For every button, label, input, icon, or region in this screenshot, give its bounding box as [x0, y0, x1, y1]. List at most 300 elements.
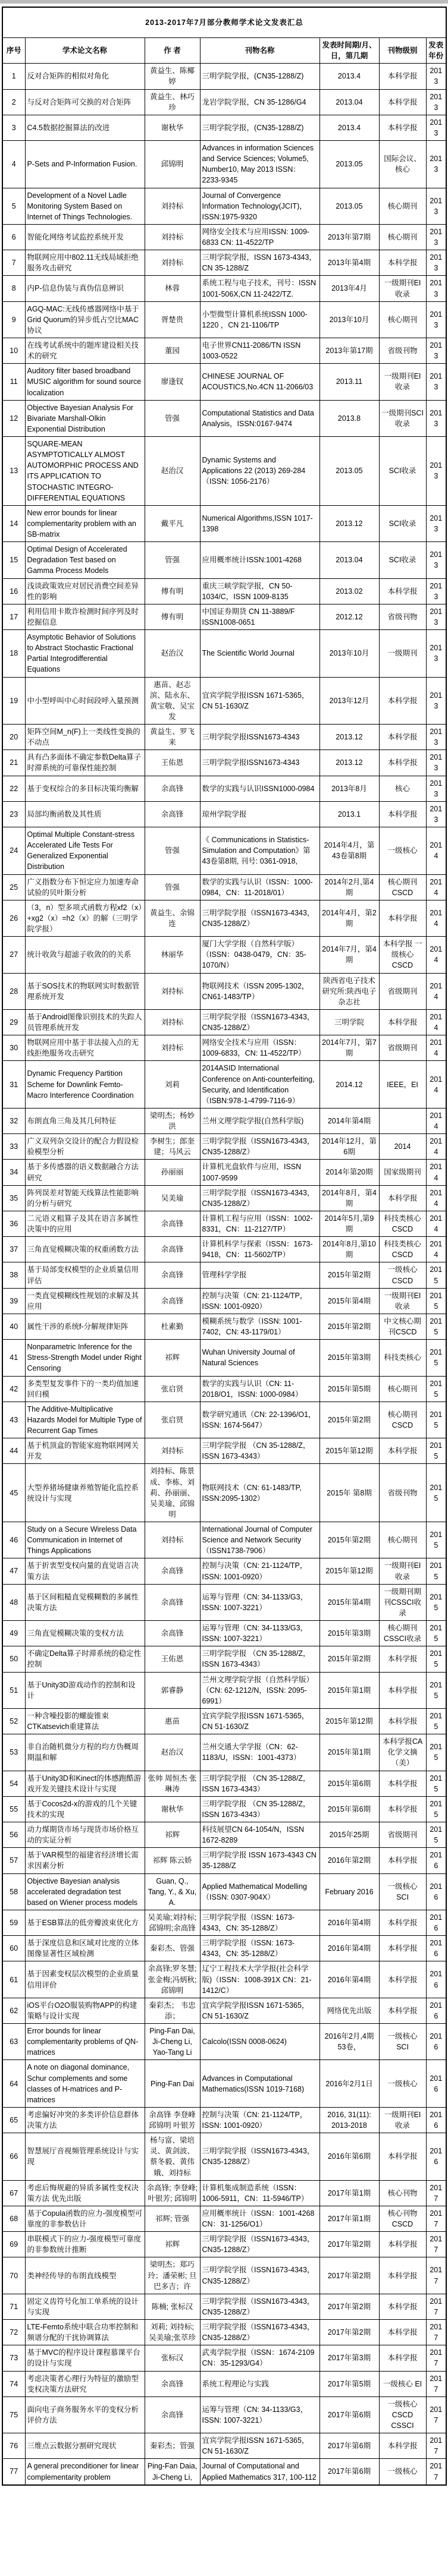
cell-no: 43 — [2, 1402, 25, 1438]
cell-no: 66 — [2, 2133, 25, 2181]
cell-authors: 陈楠; 张标汉 — [145, 2294, 200, 2319]
cell-authors: 杜素勤 — [145, 1314, 200, 1339]
cell-date: 2013.05 — [319, 188, 379, 224]
cell-journal: Journal of Convergence Information Technology(JCIT)，ISSN:1975-9320 — [200, 188, 319, 224]
table-row — [2, 2257, 446, 2294]
cell-journal: 三明学院学报 ISSN 1673-4343 CN 35-1288/Z — [200, 1848, 319, 1873]
cell-year: 2017 — [426, 2371, 446, 2397]
cell-journal: 运筹与管理（CN: 34-1133/G3，ISSN: 1007-3221） — [200, 1621, 319, 1646]
cell-level: 核心期刊 — [379, 301, 426, 338]
cell-level: 省级期刊 — [379, 1035, 426, 1061]
cell-journal: 三明学院学报 （CN 35-1288/Z，ISSN 1673-4343） — [200, 1796, 319, 1822]
cell-year: 2014 — [426, 973, 446, 1009]
table-row — [2, 1185, 446, 1211]
cell-level: 本科学报 — [379, 1646, 426, 1672]
cell-level: 本科学报 — [379, 750, 426, 776]
cell-authors: 刘持标 — [145, 224, 200, 250]
cell-date: 2015年第3期 — [319, 1621, 379, 1646]
cell-journal: 电子世界CN11-2086/TN ISSN 1003-0522 — [200, 338, 319, 364]
cell-year: 2017 — [426, 2180, 446, 2206]
cell-no: 67 — [2, 2180, 25, 2206]
table-row — [2, 437, 446, 506]
cell-year: 2013 — [426, 578, 446, 604]
cell-authors: 刘持标 — [145, 250, 200, 276]
cell-date: 2016年2月,4期 53卷， — [319, 2024, 379, 2060]
table-row — [2, 188, 446, 224]
cell-date: 2013.8 — [319, 400, 379, 436]
cell-title: 基于Cocos2d-x的游戏的几个关键技术的实现 — [25, 1796, 145, 1822]
cell-no: 16 — [2, 578, 25, 604]
cell-level: 本科学报 — [379, 2232, 426, 2257]
cell-title: 不确定Delta算子时滞系统的稳定性控制 — [25, 1646, 145, 1672]
cell-date: 2013.05 — [319, 141, 379, 188]
cell-date: 2017年第2期 — [319, 2320, 379, 2345]
cell-title: 布朗直角三角及其几何特征 — [25, 1108, 145, 1133]
cell-no: 64 — [2, 2060, 25, 2108]
cell-year: 2016 — [426, 2133, 446, 2181]
cell-authors: 祁辉 — [145, 2232, 200, 2257]
cell-title: 物联网应用中基于非法接入点的无线拒绝服务攻击研究 — [25, 1035, 145, 1061]
window-top-strip — [0, 0, 448, 4]
cell-date: 2013年第17期 — [319, 338, 379, 364]
table-row — [2, 250, 446, 276]
cell-title: 基于Unity3D游戏动作的控制和设计 — [25, 1672, 145, 1708]
cell-authors: 刘持标 — [145, 1522, 200, 1558]
cell-date: 2013年12月 — [319, 677, 379, 725]
cell-level: 国际会议、核心 — [379, 141, 426, 188]
cell-title: Development of a Novel Ladle Monitoring System Based on Internet of Things Technologies. — [25, 188, 145, 224]
table-row — [2, 2294, 446, 2319]
table-row — [2, 141, 446, 188]
cell-title: The Additive-Multiplicative Hazards Model for Multiple Type of Recurrent Gap Times — [25, 1402, 145, 1438]
cell-year: 2013 — [426, 542, 446, 578]
cell-journal: 三明学院学报（ISSN1673-4343，CN35-1288/Z） — [200, 2232, 319, 2257]
cell-title: SQUARE-MEAN ASYMPTOTICALLY ALMOST AUTOMORPHIC PROCESS AND ITS APPLICATION TO STOCHASTIC INTEGRO-DIFFERENTIAL EQUATIONS — [25, 437, 145, 506]
cell-authors: 余高锋 — [145, 1621, 200, 1646]
cell-level: 省级刊物 — [379, 604, 426, 629]
cell-journal: CHINESE JOURNAL OF ACOUSTICS,No.4CN 11-2066/03 — [200, 364, 319, 400]
cell-journal: Applied Mathematical Modelling（ISSN: 0307-904X） — [200, 1873, 319, 1910]
cell-title: 智慧展厅音视频管理系统设计与实现 — [25, 2133, 145, 2181]
cell-journal: 琼州学院学报 — [200, 801, 319, 827]
cell-date: 2015年第12期 — [319, 1558, 379, 1584]
table-row — [2, 2397, 446, 2433]
cell-journal: 三明学院学报（ISSN1673-4343，CN35-1288/Z） — [200, 2294, 319, 2319]
cell-title: LTE-Femto系统中联合功率控制和频谱分配的干扰协调算法 — [25, 2320, 145, 2345]
cell-authors: 张启贤 — [145, 1376, 200, 1402]
cell-date: 2014年7月，第7期 — [319, 1035, 379, 1061]
cell-date: 2016年第4期 — [319, 1910, 379, 1935]
table-row — [2, 973, 446, 1009]
cell-journal: Dynamic Systems and Applications 22 (2013) 269-284（ISSN: 1056-2176） — [200, 437, 319, 506]
cell-date: 2013年第4期 — [319, 250, 379, 276]
cell-date: 2015年第1期 — [319, 1734, 379, 1771]
cell-date: 2013.04 — [319, 542, 379, 578]
cell-level: 一级核心 CSCD — [379, 1262, 426, 1288]
cell-journal: 数学的实践与认识（ISSN：1000-0984，CN：11-2018/01） — [200, 874, 319, 900]
cell-no: 22 — [2, 776, 25, 801]
cell-year: 2016 — [426, 2107, 446, 2133]
cell-no: 4 — [2, 141, 25, 188]
cell-year: 2015 — [426, 1796, 446, 1822]
cell-level: 本科学报 — [379, 115, 426, 140]
cell-journal: 三明学院学报（ISSN1673-4343，CN35-1288/Z） — [200, 1009, 319, 1035]
cell-date: 三明学院 — [319, 1009, 379, 1035]
cell-title: 考虑偏好冲突的多类评价信息群体决策方法 — [25, 2107, 145, 2133]
cell-date: 2014年12月，第6期 — [319, 1134, 379, 1160]
cell-level: 本科学报 — [379, 2257, 426, 2294]
cell-title: 类神经传导的布朗直线模型 — [25, 2257, 145, 2294]
cell-title: 三角直觉模糊决策的权重函数方法 — [25, 1237, 145, 1262]
cell-year: 2015 — [426, 1402, 446, 1438]
table-row — [2, 1288, 446, 1314]
cell-journal: 应用概率统计（ISSN：1001-4268 CN：31-1256/O1） — [200, 2206, 319, 2231]
table-row — [2, 1910, 446, 1935]
cell-authors: 廖逢钗 — [145, 364, 200, 400]
cell-title: Auditory filter based broadband MUSIC algorithm for sound source localization — [25, 364, 145, 400]
cell-title: 基于VAR模型的福建省经济增长需求因素分析 — [25, 1848, 145, 1873]
cell-date: 2013.4 — [319, 115, 379, 140]
cell-year: 2013 — [426, 115, 446, 140]
cell-journal: 网络安全技术与应用ISSN: 1009-6833 CN: 11-4522/TP — [200, 224, 319, 250]
cell-year: 2013 — [426, 250, 446, 276]
cell-authors: 惠苗、赵志滨、陆永东、黄宝敬、吴宝发 — [145, 677, 200, 725]
cell-journal: International Journal of Computer Science and Network Security（ISSN1738-7906） — [200, 1522, 319, 1558]
cell-date: 网络优先出版 — [319, 1998, 379, 2023]
cell-level: 本科学报 — [379, 1998, 426, 2023]
cell-authors: 余高锋 — [145, 2371, 200, 2397]
cell-authors: 余高锋 — [145, 1237, 200, 1262]
cell-title: 固定义齿符号化加工单系统的设计与实现 — [25, 2294, 145, 2319]
cell-date: 2015年第6期 — [319, 1771, 379, 1796]
cell-year: 2014 — [426, 1035, 446, 1061]
cell-year: 2014 — [426, 1061, 446, 1109]
table-row — [2, 364, 446, 400]
cell-journal: 三明学院学报（ISSN1673-4343，CN35-1288/Z） — [200, 1185, 319, 1211]
cell-no: 3 — [2, 115, 25, 140]
cell-authors: 管强 — [145, 874, 200, 900]
cell-journal: 控制与决策（CN: 21-1124/TP，ISSN: 1001-0920） — [200, 1558, 319, 1584]
table-row — [2, 1108, 446, 1133]
cell-authors: 管强 — [145, 827, 200, 875]
cell-year: 2015 — [426, 1464, 446, 1522]
table-row — [2, 1522, 446, 1558]
cell-authors: 刘持标 — [145, 1438, 200, 1464]
cell-title: A note on diagonal dominance, Schur complements and some classes of H-matrices and P-matrices — [25, 2060, 145, 2108]
cell-level: 本科学报 — [379, 1672, 426, 1708]
cell-title: 统计收敛与超滤子收敛的的关系 — [25, 937, 145, 973]
cell-no: 29 — [2, 1009, 25, 1035]
cell-date: 2013年8月 — [319, 776, 379, 801]
cell-no: 40 — [2, 1314, 25, 1339]
cell-no: 57 — [2, 1848, 25, 1873]
cell-no: 70 — [2, 2257, 25, 2294]
cell-authors: 赵治汉 — [145, 630, 200, 678]
cell-year: 2016 — [426, 2060, 446, 2108]
cell-journal: 厦门大学学报（自然科学版）（ISSN：0438-0479，CN：35-1070/N） — [200, 937, 319, 973]
cell-date: 2015年第5期 — [319, 1376, 379, 1402]
cell-level: 本科学报 — [379, 677, 426, 725]
table-row — [2, 1796, 446, 1822]
column-header-year: 发表年份 — [426, 38, 446, 64]
cell-authors: 余高锋 — [145, 1288, 200, 1314]
cell-date: 2015年第2期 — [319, 1314, 379, 1339]
cell-title: iOS平台O2O服装购物APP的构建策略与设计实现 — [25, 1998, 145, 2023]
cell-year: 2013 — [426, 224, 446, 250]
cell-date: 2017年第6期 — [319, 2459, 379, 2485]
cell-level: 本科学报 — [379, 725, 426, 750]
cell-no: 15 — [2, 542, 25, 578]
cell-date: February 2016 — [319, 1873, 379, 1910]
cell-no: 49 — [2, 1621, 25, 1646]
cell-title: 基于多传感器的语义数据融合方法研究 — [25, 1160, 145, 1185]
cell-no: 60 — [2, 1936, 25, 1961]
cell-year: 2014 — [426, 1009, 446, 1035]
cell-year: 2014 — [426, 1237, 446, 1262]
cell-level: 本科学报 — [379, 1438, 426, 1464]
table-row — [2, 1672, 446, 1708]
papers-table-head — [2, 7, 446, 64]
cell-date: 2016, 31(11): 2013-2018 — [319, 2107, 379, 2133]
cell-no: 26 — [2, 900, 25, 936]
cell-authors: 刘莉 — [145, 1061, 200, 1109]
cell-journal: 计算机工程与应用（ISSN：1002-8331，CN：11-2127/TP） — [200, 1211, 319, 1236]
cell-date: 2015年第6期 — [319, 1796, 379, 1822]
cell-journal: Computational Statistics and Data Analysis，ISSN:0167-9474 — [200, 400, 319, 436]
cell-journal: Numerical Algorithms,ISSN 1017-1398 — [200, 505, 319, 541]
column-header-date: 发表时间期/月、日，第几期 — [319, 38, 379, 64]
cell-no: 45 — [2, 1464, 25, 1522]
cell-no: 37 — [2, 1237, 25, 1262]
cell-no: 50 — [2, 1646, 25, 1672]
cell-date: 2017年第1期 — [319, 2180, 379, 2206]
cell-no: 1 — [2, 64, 25, 89]
cell-title: 基于机顶盒的智能家庭物联网网关开发 — [25, 1438, 145, 1464]
cell-level: 省级刊物 — [379, 338, 426, 364]
cell-year: 2017 — [426, 2232, 446, 2257]
table-row — [2, 2180, 446, 2206]
cell-authors: 刘持标 — [145, 973, 200, 1009]
cell-title: Asymptotic Behavior of Solutions to Abstract Stochastic Fractional Partial Integrodifferential Equations — [25, 630, 145, 678]
cell-no: 44 — [2, 1438, 25, 1464]
cell-date: 2016年第4期 — [319, 1961, 379, 1998]
table-row — [2, 2060, 446, 2108]
cell-authors: 秦彩杰、管强 — [145, 1936, 200, 1961]
table-row — [2, 1646, 446, 1672]
cell-no: 58 — [2, 1873, 25, 1910]
cell-title: New error bounds for linear complementarity problem with an SB-matrix — [25, 505, 145, 541]
cell-date: 2015年第3期 — [319, 1340, 379, 1376]
cell-year: 2016 — [426, 1873, 446, 1910]
table-row — [2, 1771, 446, 1796]
table-row — [2, 725, 446, 750]
cell-year: 2015 — [426, 1262, 446, 1288]
cell-authors: 祁辉 陈云娇 — [145, 1848, 200, 1873]
cell-authors: 胥楚贵 — [145, 301, 200, 338]
table-row — [2, 2024, 446, 2060]
cell-title: Error bounds for linear complementarity problems of QN-matrices — [25, 2024, 145, 2060]
cell-journal: 三明学院学报（ISSN: 1673-4343，CN: 35-1288/Z） — [200, 1910, 319, 1935]
cell-no: 35 — [2, 1185, 25, 1211]
cell-authors: 谢秋华 — [145, 1796, 200, 1822]
cell-level: 本科学报 — [379, 1009, 426, 1035]
table-row — [2, 1340, 446, 1376]
cell-level: 一级期刊SCI收录 — [379, 400, 426, 436]
cell-no: 5 — [2, 188, 25, 224]
cell-level: 核心 — [379, 776, 426, 801]
cell-authors: 管强 — [145, 542, 200, 578]
cell-level: 本科学报 — [379, 64, 426, 89]
table-row — [2, 1211, 446, 1236]
cell-journal: 兰州文理学院学报(自然科学版) — [200, 1108, 319, 1133]
cell-journal: 物联网技术（CN: 61-1483/TP, ISSN:2095-1302） — [200, 1464, 319, 1522]
papers-table-body — [2, 64, 446, 2485]
cell-authors: 张标汉 — [145, 2345, 200, 2371]
cell-year: 2016 — [426, 1910, 446, 1935]
cell-date: 2014年第20期 — [319, 1160, 379, 1185]
cell-level: 一级期刊EI收录 — [379, 1558, 426, 1584]
cell-authors: Guan, Q., Tang, Y., & Xu, A. — [145, 1873, 200, 1910]
cell-year: 2013 — [426, 750, 446, 776]
cell-journal: 控制与决策（CN: 21-1124/TP，ISSN: 1001-0920） — [200, 2107, 319, 2133]
cell-title: 非自治随机微分方程的均方伪概周期温和解 — [25, 1734, 145, 1771]
cell-title: Optimal Design of Accelerated Degradation Test based on Gamma Process Models — [25, 542, 145, 578]
cell-level: 核心期刊CSCD — [379, 1402, 426, 1438]
cell-date: 2017年第5期 — [319, 2371, 379, 2397]
cell-journal: 兰州交通大学学报（CN：62-1183/U，ISSN：1001-4373） — [200, 1734, 319, 1771]
cell-journal: 三明学院学报 （CN 35-1288/Z，ISSN 1673-4343） — [200, 1646, 319, 1672]
cell-year: 2015 — [426, 1314, 446, 1339]
cell-title: 内P-信息伪装与真伪信息辨识 — [25, 276, 145, 301]
cell-date: 2015年25期 — [319, 1822, 379, 1848]
cell-title: 基于折衷型变权向量的直觉语言决策方法 — [25, 1558, 145, 1584]
cell-level: 核心刊物 — [379, 2180, 426, 2206]
table-row — [2, 1061, 446, 1109]
cell-level: 本科学报 — [379, 2433, 426, 2459]
cell-no: 73 — [2, 2345, 25, 2371]
cell-title: P-Sets and P-Information Fusion. — [25, 141, 145, 188]
cell-year: 2013 — [426, 89, 446, 115]
cell-authors: 谢秋华 — [145, 115, 200, 140]
cell-year: 2014 — [426, 1160, 446, 1185]
cell-authors: 余高锋 — [145, 801, 200, 827]
cell-date: 2016年第2期 — [319, 1848, 379, 1873]
cell-authors: 刘持标 — [145, 188, 200, 224]
cell-level: 本科学报 — [379, 1910, 426, 1935]
table-row — [2, 1936, 446, 1961]
cell-journal: 运筹与管理（CN: 34-1133/G3，ISSN: 1007-3221） — [200, 1584, 319, 1620]
cell-title: 基于ESB算法的低旁瓣波束优化方 — [25, 1910, 145, 1935]
cell-level: 一级核心 SCI — [379, 1873, 426, 1910]
table-row — [2, 630, 446, 678]
cell-journal: 模糊系统与数学（ISSN: 1001-7402，CN: 43-1179/01） — [200, 1314, 319, 1339]
cell-date: 2014年7月，第4期 — [319, 937, 379, 973]
cell-journal: 网络安全技术与应用（ISSN：1009-6833，CN: 11-4522/TP） — [200, 1035, 319, 1061]
cell-level: 一级期刊EI收录 — [379, 1288, 426, 1314]
cell-date: 2015年第2期 — [319, 1402, 379, 1438]
cell-title: 基于MVC的程序设计课程慕课平台的设计与实现 — [25, 2345, 145, 2371]
table-row — [2, 677, 446, 725]
cell-level: 一级核心 SCI — [379, 2024, 426, 2060]
cell-journal: 应用概率统计ISSN:1001-4268 — [200, 542, 319, 578]
cell-journal: Calcolo(ISSN 0008-0624) — [200, 2024, 319, 2060]
cell-year: 2013 — [426, 276, 446, 301]
cell-year: 2016 — [426, 1848, 446, 1873]
cell-no: 62 — [2, 1998, 25, 2023]
table-row — [2, 400, 446, 436]
cell-journal: 三明学院学报ISSN1673-4343 — [200, 750, 319, 776]
table-row — [2, 1848, 446, 1873]
table-row — [2, 64, 446, 89]
cell-no: 47 — [2, 1558, 25, 1584]
cell-title: Nonparametric Inference for the Stress-Strength Model under Right Censoring — [25, 1340, 145, 1376]
cell-title: 矩阵空间M_n(F)上一类线性变换的不动点 — [25, 725, 145, 750]
page-title: 2013-2017年7月部分教师学术论文发表汇总 — [2, 7, 446, 38]
cell-no: 19 — [2, 677, 25, 725]
cell-authors: 郭睿静 — [145, 1672, 200, 1708]
cell-year: 2013 — [426, 776, 446, 801]
cell-title: C4.5数据挖掘算法的改进 — [25, 115, 145, 140]
cell-authors: 黄益生、林巧珍 — [145, 89, 200, 115]
cell-no: 52 — [2, 1708, 25, 1734]
cell-title: Dynamic Frequency Partition Scheme for Downlink Femto-Macro Interference Coordination — [25, 1061, 145, 1109]
cell-journal: 龙岩学院学报，CN 35-1286/G4 — [200, 89, 319, 115]
cell-no: 39 — [2, 1288, 25, 1314]
cell-year: 2015 — [426, 1734, 446, 1771]
cell-title: 三维点云数据分割研究现状 — [25, 2433, 145, 2459]
cell-journal: 小型微型计算机系统ISSN 1000-1220 ，CN 21-1106/TP — [200, 301, 319, 338]
cell-journal: 辽宁工程技术大学学报(社会科学版)（ISSN：1008-391X CN：21-1412/C） — [200, 1961, 319, 1998]
cell-authors: 刘莉; 刘持标; 吴美瑜;张萃珍 — [145, 2320, 200, 2345]
cell-year: 2013 — [426, 630, 446, 678]
cell-level: 一级核心 — [379, 827, 426, 875]
cell-authors: 吴美瑜;刘持标;邱锦明;余高锋 — [145, 1910, 200, 1935]
cell-level: 本科学报 — [379, 1771, 426, 1796]
cell-date: 2015年第1期 — [319, 1672, 379, 1708]
cell-date: 2013年第7期 — [319, 224, 379, 250]
cell-level: 省级期刊 — [379, 1822, 426, 1848]
table-row — [2, 2107, 446, 2133]
cell-journal: 宜宾学院学报ISSN 1671-5365，CN 51-1630/Z — [200, 2433, 319, 2459]
cell-authors: 余高锋;罗冬慧;张金梅;冯炳秋;邱锦明 — [145, 1961, 200, 1998]
cell-level: 本科学报 — [379, 2345, 426, 2371]
cell-date: 2017年第2期 — [319, 2257, 379, 2294]
table-row — [2, 1822, 446, 1848]
table-row — [2, 1160, 446, 1185]
cell-level: 本科学报 一级核心 CSCD — [379, 937, 426, 973]
cell-date: 2014年5月,第9期 — [319, 1211, 379, 1236]
cell-title: 具有凸多面体不确定参数Delta算子时滞系统的可靠保性能控制 — [25, 750, 145, 776]
cell-no: 59 — [2, 1910, 25, 1935]
table-row — [2, 1621, 446, 1646]
cell-no: 55 — [2, 1796, 25, 1822]
cell-no: 14 — [2, 505, 25, 541]
cell-authors: Ping-Fan Daia, Ji-Cheng Li, — [145, 2459, 200, 2485]
cell-no: 74 — [2, 2371, 25, 2397]
table-row — [2, 505, 446, 541]
cell-level: 本科学报 — [379, 900, 426, 936]
cell-title: 中小型呼叫中心时间段呼入量预测 — [25, 677, 145, 725]
cell-level: 一级核心 — [379, 2459, 426, 2485]
table-row — [2, 1961, 446, 1998]
cell-no: 77 — [2, 2459, 25, 2485]
cell-title: 利用信用卡欺诈检测时间序列及时挖掘信息 — [25, 604, 145, 629]
header-row — [2, 38, 446, 64]
cell-authors: 余高锋 — [145, 776, 200, 801]
cell-date: 2013.12 — [319, 750, 379, 776]
cell-journal: 三明学院学报 （CN 35-1288/Z，ISSN 1673-4343） — [200, 1438, 319, 1464]
cell-journal: 数学的实践与认识（CN: 11-2018/O1，ISSN: 1000-0984） — [200, 1376, 319, 1402]
